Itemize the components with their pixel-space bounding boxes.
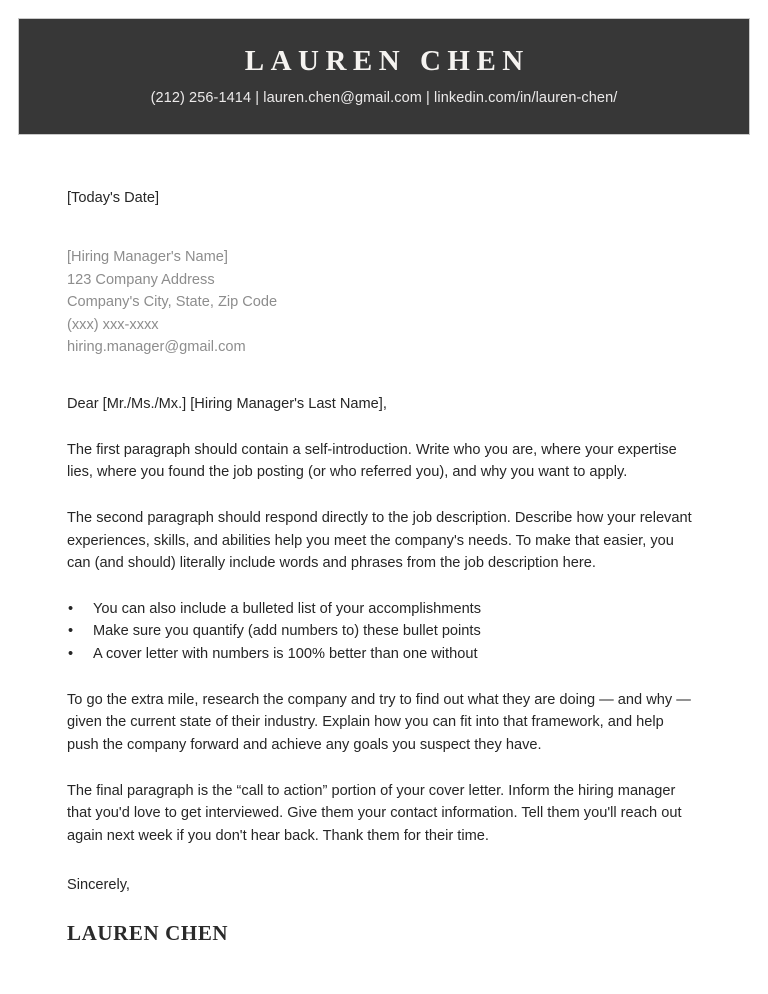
recipient-city-state-zip: Company's City, State, Zip Code	[67, 294, 278, 311]
letter-paragraph-2: The second paragraph should respond directly to the job description. Describe how your relevant experiences, skills, and abilities help you meet the company's needs. To make that easier, you can (and should) literally include words and phrases from the job description here.	[67, 510, 692, 572]
list-item-text: A cover letter with numbers is 100% better than one without	[93, 646, 478, 663]
bullet-point-icon: •	[68, 623, 74, 640]
letter-body	[67, 170, 695, 946]
recipient-address-block	[67, 246, 695, 359]
letter-paragraph-3: To go the extra mile, research the company and try to find out what they are doing — and why — given the current state of their industry. Explain how you can fit into that framework, and help push the company forward and achieve any goals you suspect they have.	[67, 691, 691, 753]
letter-paragraph-4: The final paragraph is the “call to action” portion of your cover letter. Inform the hiring manager that you'd love to get interviewed. Give them your contact information. Tell them you'll reach out again next week if you don't hear back. Thank them for their time.	[67, 782, 682, 844]
bullet-point-icon: •	[68, 600, 74, 617]
bullet-point-icon: •	[68, 646, 74, 663]
recipient-name: [Hiring Manager's Name]	[67, 248, 228, 265]
letter-closing: Sincerely,	[67, 877, 130, 894]
letter-paragraph-1: The first paragraph should contain a self-introduction. Write who you are, where your expertise lies, where you found the job posting (or who referred you), and why you want to apply.	[67, 441, 677, 481]
letter-salutation: Dear [Mr./Ms./Mx.] [Hiring Manager's Last Name],	[67, 395, 387, 412]
list-item-text: Make sure you quantify (add numbers to) these bullet points	[93, 623, 481, 640]
recipient-street: 123 Company Address	[67, 271, 215, 288]
letter-header-banner	[18, 18, 750, 135]
accomplishments-list	[67, 598, 695, 666]
list-item-text: You can also include a bulleted list of your accomplishments	[93, 600, 482, 617]
list-item	[67, 643, 695, 666]
applicant-name: LAUREN CHEN	[244, 44, 530, 77]
recipient-email: hiring.manager@gmail.com	[67, 339, 246, 356]
letter-signature: LAUREN CHEN	[67, 921, 229, 946]
recipient-phone: (xxx) xxx-xxxx	[67, 316, 159, 333]
letter-date: [Today's Date]	[67, 190, 160, 206]
list-item	[67, 620, 695, 643]
list-item	[67, 598, 695, 621]
contact-info-line: (212) 256-1414 | lauren.chen@gmail.com | linkedin.com/in/lauren-chen/	[150, 90, 618, 107]
